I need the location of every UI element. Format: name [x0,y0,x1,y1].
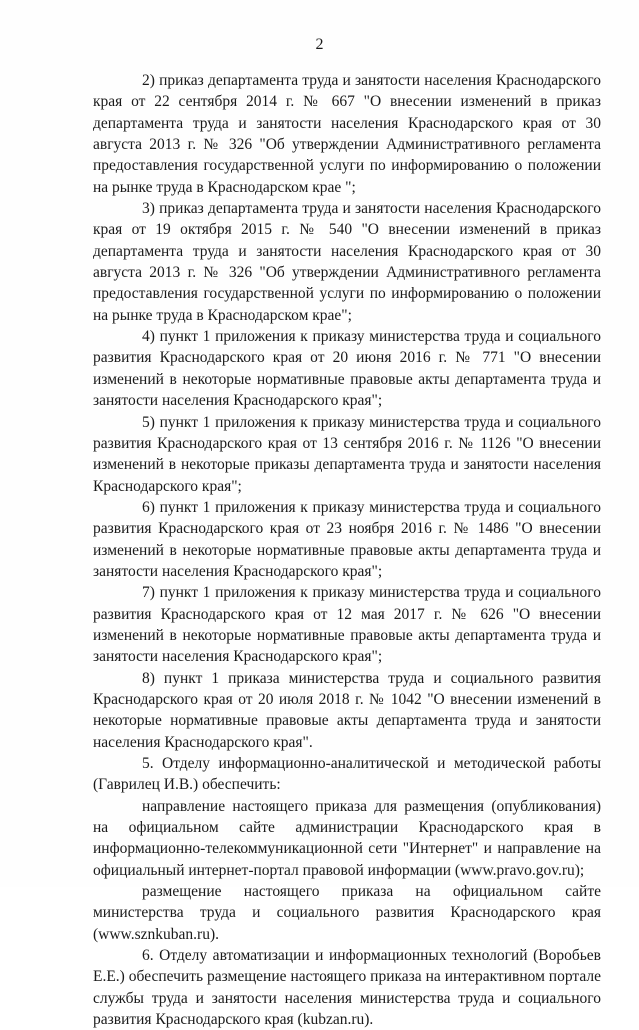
section-5-item-website: размещение настоящего приказа на официальном сайте министерства труда и социального развития Краснодарского края (www.sznkuban.ru). [93,883,601,943]
list-item-2: 2) приказ департамента труда и занятости населения Краснодарского края от 22 сентября 2014 г. № 667 "О внесении изменений в приказ департамента труда и занятости населения Краснодарского края от 30 августа 2013 г. № 326 "Об утверждении Административного регламента предоставления государственной услуги по информированию о положении на рынке труда в Краснодарском крае "; [93,72,601,196]
document-body [93,70,601,1030]
list-item-5: 5) пункт 1 приложения к приказу министерства труда и социального развития Краснодарского края от 13 сентября 2016 г. № 1126 "О внесении изменений в некоторые приказы департамента труда и занятости населения Краснодарского края"; [93,413,601,495]
list-item-8: 8) пункт 1 приказа министерства труда и социального развития Краснодарского края от 20 июля 2018 г. № 1042 "О внесении изменений в некоторые нормативные правовые акты департамента труда и занятости населения Краснодарского края". [93,669,601,751]
page-number: 2 [315,36,324,53]
section-5-item-publication: направление настоящего приказа для размещения (опубликования) на официальном сайте администрации Краснодарского края в информационно-телекоммуникационной сети "Интернет" и направление на официальный интернет-портал правовой информации (www.pravo.gov.ru); [93,797,601,879]
list-item-4: 4) пункт 1 приложения к приказу министерства труда и социального развития Краснодарского края от 20 июня 2016 г. № 771 "О внесении изменений в некоторые нормативные правовые акты департамента труда и занятости населения Краснодарского края"; [93,328,601,410]
section-5-heading: 5. Отделу информационно-аналитической и методической работы (Гаврилец И.В.) обеспечить: [93,755,601,794]
list-item-3: 3) приказ департамента труда и занятости населения Краснодарского края от 19 октября 2015 г. № 540 "О внесении изменений в приказ департамента труда и занятости населения Краснодарского края от 30 августа 2013 г. № 326 "Об утверждении Административного регламента предоставления государственной услуги по информированию о положении на рынке труда в Краснодарском крае"; [93,200,601,324]
section-6-paragraph: 6. Отделу автоматизации и информационных технологий (Воробьев Е.Е.) обеспечить размещение настоящего приказа на интерактивном портале службы труда и занятости населения министерства труда и социального развития Краснодарского края (kubzan.ru). [93,947,601,1029]
list-item-7: 7) пункт 1 приложения к приказу министерства труда и социального развития Краснодарского края от 12 мая 2017 г. № 626 "О внесении изменений в некоторые нормативные правовые акты департамента труда и занятости населения Краснодарского края"; [93,584,601,666]
list-item-6: 6) пункт 1 приложения к приказу министерства труда и социального развития Краснодарского края от 23 ноября 2016 г. № 1486 "О внесении изменений в некоторые нормативные правовые акты департамента труда и занятости населения Краснодарского края"; [93,498,601,580]
